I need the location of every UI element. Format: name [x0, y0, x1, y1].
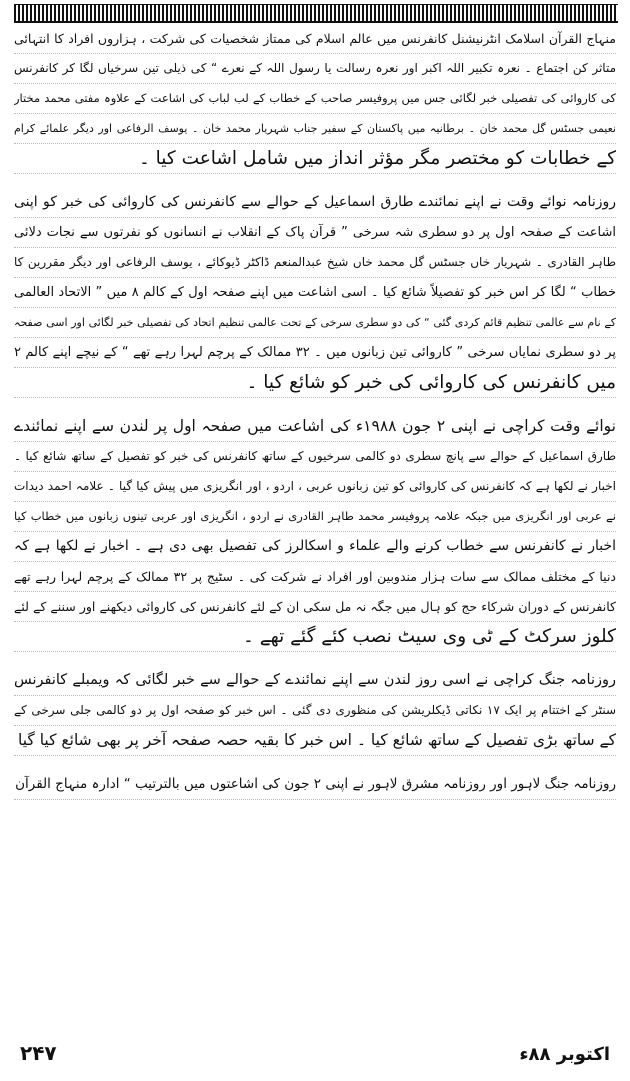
text-line: کے خطابات کو مختصر مگر مؤثر انداز میں شامل اشاعت کیا ۔ — [14, 144, 616, 174]
text-line: اشاعت کے صفحہ اول پر دو سطری شہ سرخی ” قرآن پاک کے انقلاب نے انسانوں کو نفرتوں سے نجات دلائی — [14, 218, 616, 248]
text-line: پر دو سطری نمایاں سرخی ” کاروائی تین زبانوں میں ۔ ۳۲ ممالک کے پرچم لہرا رہے تھے “ کے نیچے اپنے کالم ۲ — [14, 338, 616, 368]
paragraph — [14, 770, 616, 800]
article-body — [14, 24, 616, 1021]
text-line: روزنامہ جنگ لاہور اور روزنامہ مشرق لاہور نے اپنی ۲ جون کی اشاعتوں میں بالترتیب “ ادارہ منہاج القرآن — [14, 770, 616, 800]
text-line: کلوز سرکٹ کے ٹی وی سیٹ نصب کئے گئے تھے ۔ — [14, 622, 616, 652]
top-border-rule — [14, 4, 618, 23]
text-line: کانفرنس کے دوران شرکاء حج کو ہال میں جگہ نہ مل سکی ان کے لئے کانفرنس کی کاروائی دیکھنے اور سننے کے لئے — [14, 592, 616, 622]
text-line: کی کاروائی کی تفصیلی خبر لگائی جس میں پروفیسر صاحب کے خطاب کے لب لباب کی اشاعت کے علاوہ مفتی محمد مختار — [14, 84, 616, 114]
text-line: کے نام سے عالمی تنظیم قائم کردی گئی “ کی دو سطری سرخی کے تحت عالمی تنظیم اتحاد کی تفصیلی خبر لگائی اور اسی صفحہ — [14, 308, 616, 338]
text-line: منہاج القرآن اسلامک انٹرنیشنل کانفرنس میں عالم اسلام کی ممتاز شخصیات کی شرکت ، ہزاروں افراد کا انتہائی — [14, 24, 616, 54]
text-line: کے ساتھ بڑی تفصیل کے ساتھ شائع کیا ۔ اس خبر کا بقیہ حصہ صفحہ آخر پر بھی شائع کیا گیا — [14, 726, 616, 756]
text-line: سنٹر کے اختتام پر ایک ۱۷ نکاتی ڈیکلریشن کی منظوری دی گئی ۔ اس خبر کو صفحہ اول پر دو کالمی جلی سرخی کے — [14, 696, 616, 726]
paragraph — [14, 188, 616, 398]
text-line: طاہر القادری ۔ شہریار خاں جسٹس گل محمد خاں شیخ عبدالمنعم ڈاکٹر ڈیوکائے ، یوسف الرفاعی اور دیگر مقررین کا — [14, 248, 616, 278]
page-footer — [20, 1035, 610, 1065]
text-line: نے عربی اور انگریزی میں جبکہ علامہ پروفیسر محمد طاہر القادری نے اردو ، انگریزی اور عربی تینوں زبانوں میں خطاب کیا — [14, 502, 616, 532]
text-line: اخبار نے لکھا ہے کہ کانفرنس کی کاروائی کو تین زبانوں عربی ، اردو ، اور انگریزی میں پیش کیا گیا ۔ علامہ احمد دیدات — [14, 472, 616, 502]
text-line: دنیا کے مختلف ممالک سے سات ہزار مندوبین اور افراد نے شرکت کی ۔ سٹیج پر ۳۲ ممالک کے پرچم لہرا رہے تھے — [14, 562, 616, 592]
text-line: نوائے وقت کراچی نے اپنی ۲ جون ۱۹۸۸ء کی اشاعت میں صفحہ اول پر لندن سے اپنے نمائندے — [14, 412, 616, 442]
paragraph — [14, 412, 616, 652]
text-line: نعیمی جسٹس گل محمد خان ۔ برطانیہ میں پاکستان کے سفیر جناب شہریار محمد خان ۔ یوسف الرفاعی اور دیگر علمائے کرام — [14, 114, 616, 144]
issue-date: اکتوبر ۸۸ء — [519, 1044, 610, 1065]
text-line: متاثر کن اجتماع ۔ نعرہ تکبیر اللہ اکبر اور نعرہ رسالت یا رسول اللہ کے نعرے “ کی ذیلی تین سرخیاں لگا کر کانفرنس — [14, 54, 616, 84]
text-line: طارق اسماعیل کے حوالے سے پانچ سطری دو کالمی سرخیوں کے ساتھ کانفرنس کی خبر کو تفصیل کے ساتھ شائع کیا ۔ — [14, 442, 616, 472]
text-line: روزنامہ جنگ کراچی نے اسی روز لندن سے اپنے نمائندے کے حوالے سے خبر لگائی کہ ویمبلے کانفرنس — [14, 666, 616, 696]
paragraph — [14, 666, 616, 756]
text-line: میں کانفرنس کی کاروائی کی خبر کو شائع کیا ۔ — [14, 368, 616, 398]
text-line: روزنامہ نوائے وقت نے اپنے نمائندے طارق اسماعیل کے حوالے سے کانفرنس کی کاروائی کی خبر کو اپنی — [14, 188, 616, 218]
text-line: اخبار نے کانفرنس سے خطاب کرنے والے علماء و اسکالرز کی تفصیل بھی دی ہے ۔ اخبار نے لکھا ہے کہ — [14, 532, 616, 562]
page-number: ۲۴۷ — [20, 1041, 57, 1065]
paragraph — [14, 24, 616, 174]
text-line: خطاب “ لگا کر اس خبر کو تفصیلاً شائع کیا ۔ اسی اشاعت میں اپنے صفحہ اول کے کالم ۸ میں ” الاتحاد العالمی — [14, 278, 616, 308]
